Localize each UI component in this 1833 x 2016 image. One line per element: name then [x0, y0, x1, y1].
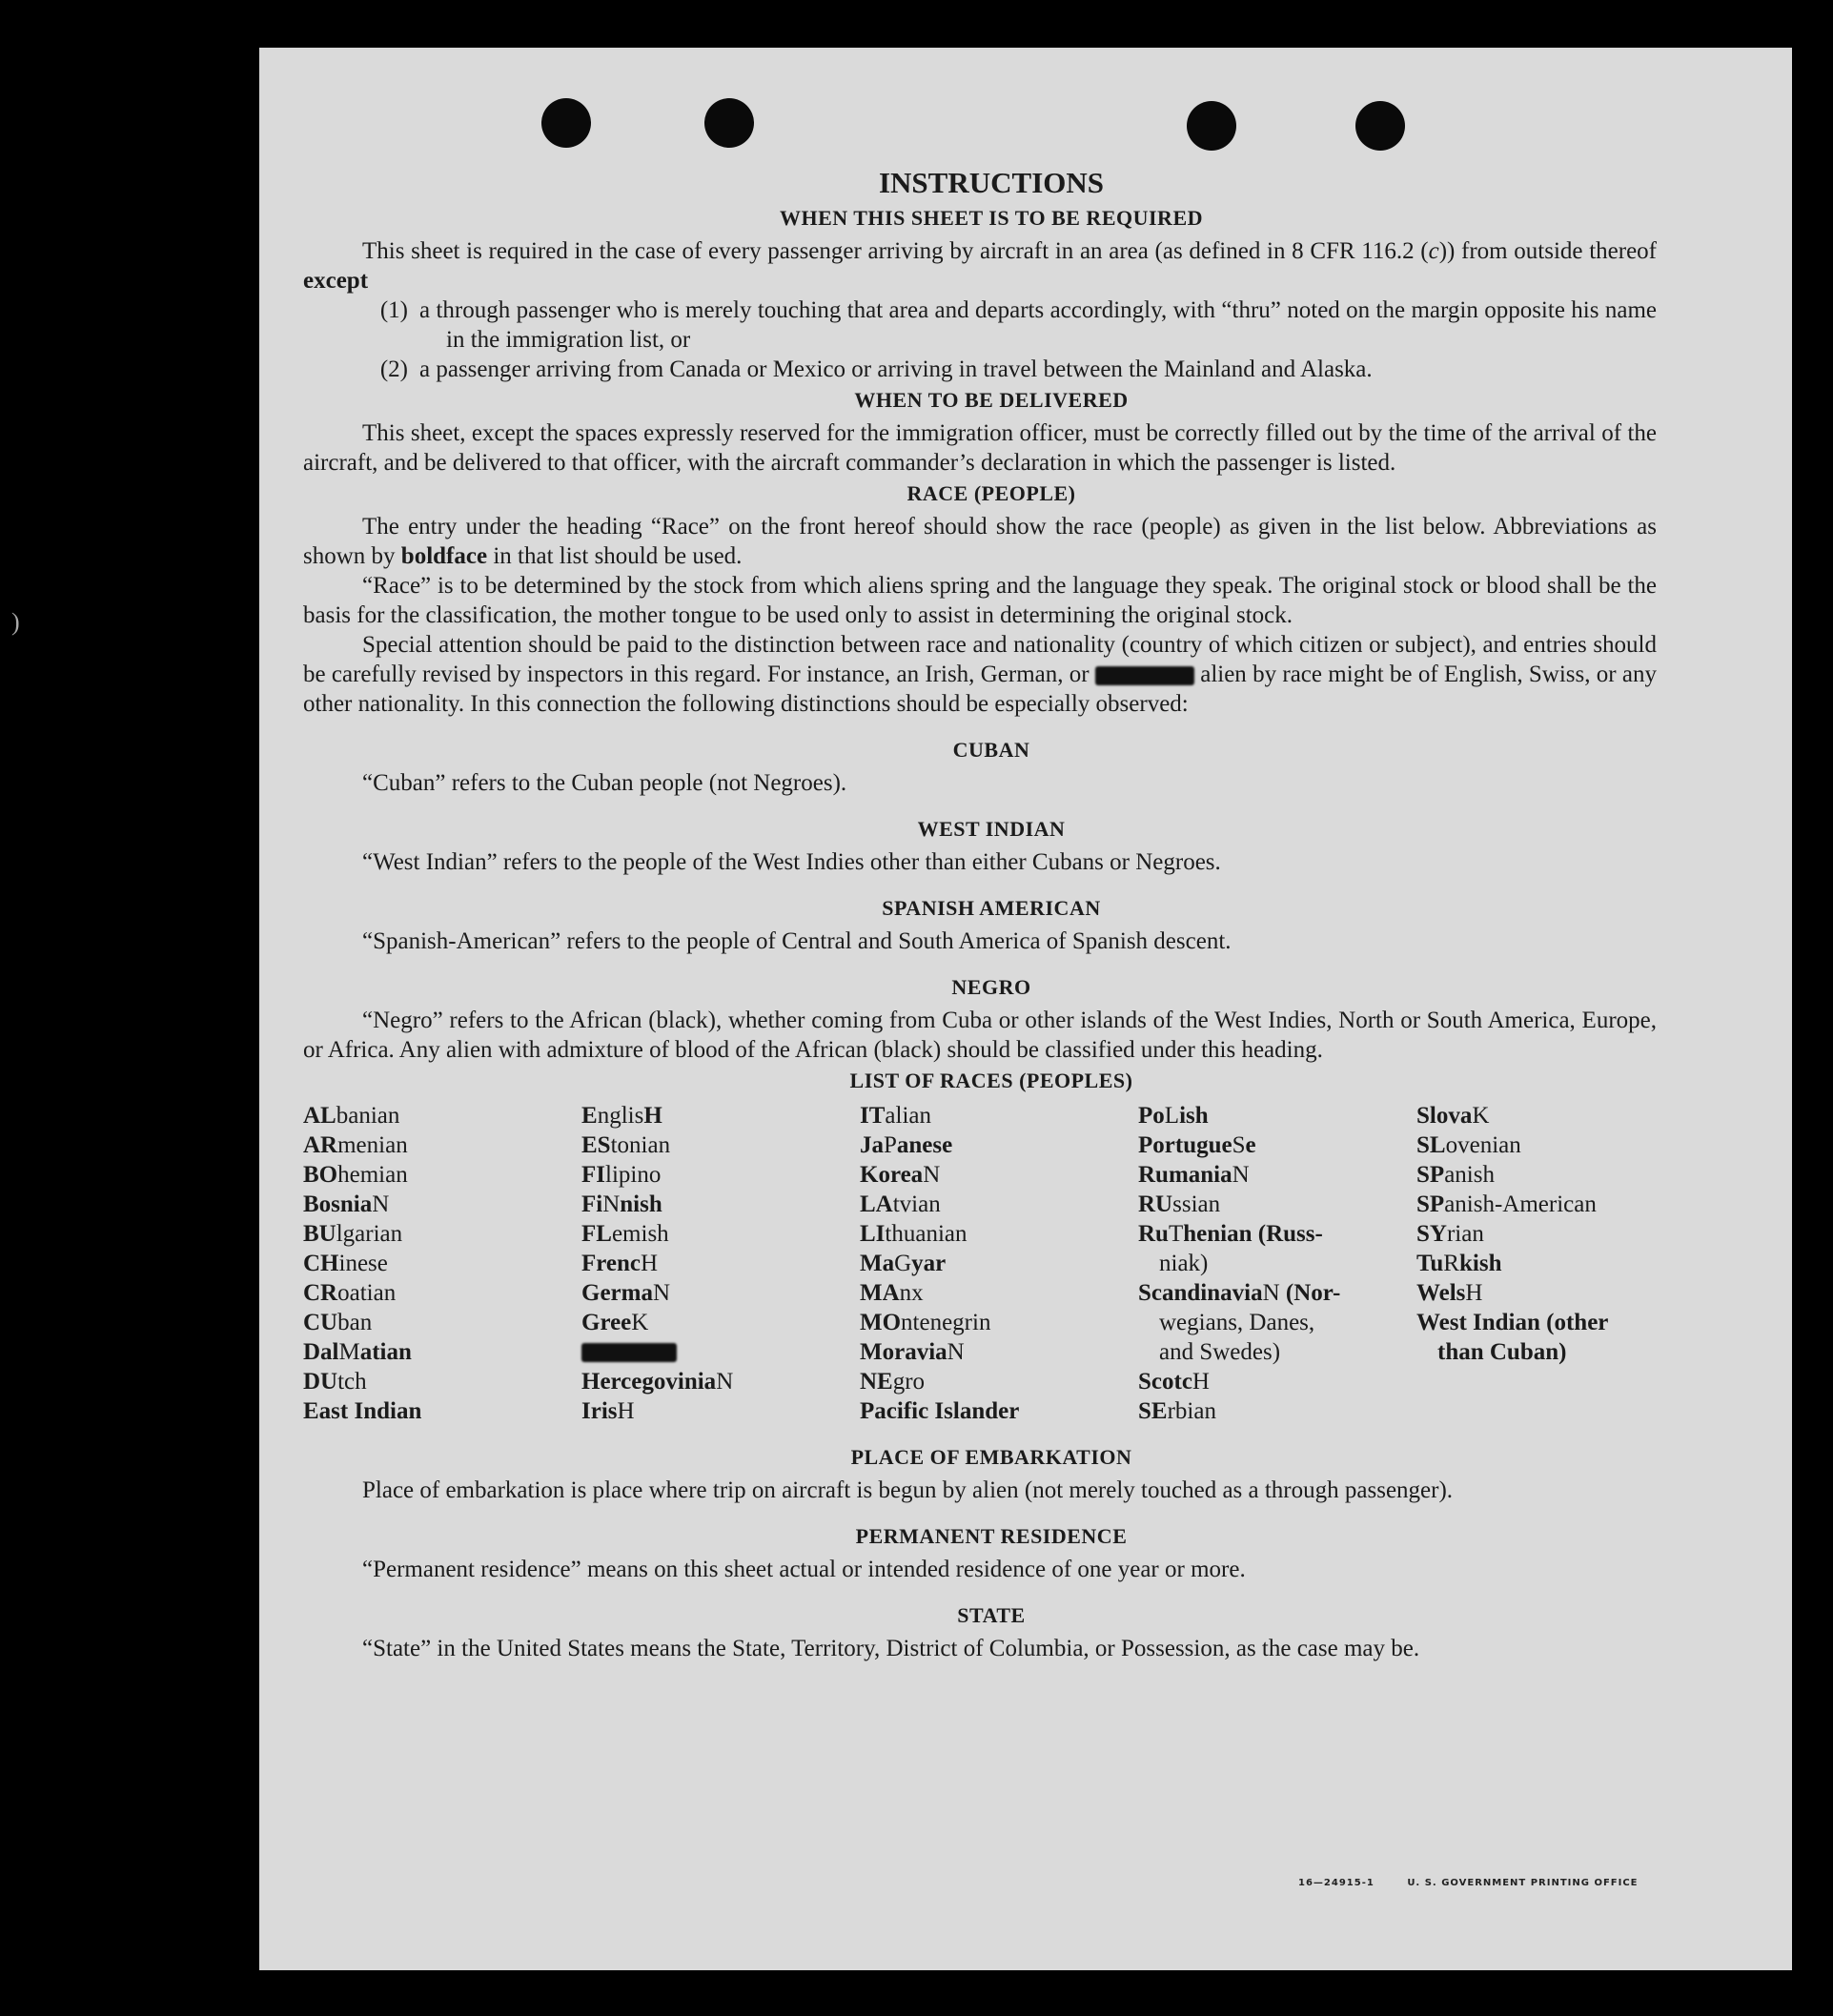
race-paragraph-1: The entry under the heading “Race” on the front hereof should show the race (people) as given in the list below. Abbreviations as shown by boldface in that list should be used.: [303, 514, 1657, 569]
race-entry: Pacific Islander: [860, 1398, 1020, 1424]
race-entry: DalMatian: [303, 1339, 412, 1365]
race-entry: East Indian: [303, 1398, 422, 1424]
race-entry: HercegoviniaN: [581, 1369, 734, 1395]
race-entry: SErbian: [1138, 1398, 1216, 1424]
required-item-2: (2) a passenger arriving from Canada or Mexico or arriving in travel between the Mainland and Alaska.: [379, 356, 1373, 382]
race-entry: BosniaN: [303, 1191, 390, 1217]
race-entry: PortugueSe: [1138, 1132, 1256, 1158]
race-entry: GermaN: [581, 1280, 671, 1306]
race-entry: FiNnish: [581, 1191, 662, 1217]
heading-delivered: WHEN TO BE DELIVERED: [854, 388, 1129, 412]
race-entry: SYrian: [1416, 1221, 1484, 1247]
heading-race: RACE (PEOPLE): [906, 481, 1076, 505]
race-entry: KoreaN: [860, 1162, 941, 1188]
race-entry: SPanish: [1416, 1162, 1495, 1188]
race-entry: EStonian: [581, 1132, 671, 1158]
redaction-mark: [1095, 666, 1194, 685]
race-entry: SlovaK: [1416, 1103, 1490, 1129]
race-paragraph-3: Special attention should be paid to the distinction between race and nationality (country of which citizen or subject), and entries should be carefully revised by inspectors in this regard. For instance, an Irish, German, or alien by race might be of English, Swiss, or any other nationality. In this connection the following distinctions should be especially observed:: [303, 632, 1657, 717]
heading-required: WHEN THIS SHEET IS TO BE REQUIRED: [779, 206, 1204, 230]
race-entry-continuation: niak): [1159, 1251, 1209, 1276]
race-entry: FIlipino: [581, 1162, 662, 1188]
race-entry: GreeK: [581, 1310, 649, 1335]
race-entry: ITalian: [860, 1103, 931, 1129]
race-entry: ARmenian: [303, 1132, 408, 1158]
race-entry: FLemish: [581, 1221, 669, 1247]
punch-hole: [541, 98, 591, 148]
race-entry: RUssian: [1138, 1191, 1221, 1217]
heading-list-of-races: LIST OF RACES (PEOPLES): [849, 1069, 1133, 1092]
race-entry: NEgro: [860, 1369, 926, 1395]
races-list: [303, 1101, 1657, 1426]
race-entry: PoLish: [1138, 1103, 1209, 1129]
race-entry-continuation: wegians, Danes,: [1159, 1310, 1315, 1335]
race-entry: JaPanese: [860, 1132, 953, 1158]
race-entry: MaGyar: [860, 1251, 947, 1276]
form-footer: [1298, 1878, 1667, 1888]
punch-hole: [1355, 101, 1405, 151]
instructions-body: [303, 164, 1657, 1663]
printer-credit: U. S. GOVERNMENT PRINTING OFFICE: [1407, 1878, 1639, 1888]
heading-state: STATE: [957, 1603, 1026, 1627]
race-entry: CUban: [303, 1310, 373, 1335]
races-column-2: [581, 1101, 860, 1426]
race-entry: EnglisH: [581, 1103, 662, 1129]
spanish-american-text: “Spanish-American” refers to the people of Central and South America of Spanish descent.: [362, 928, 1232, 954]
race-entry: SLovenian: [1416, 1132, 1521, 1158]
race-entry: BUlgarian: [303, 1221, 403, 1247]
heading-residence: PERMANENT RESIDENCE: [855, 1524, 1128, 1548]
state-text: “State” in the United States means the State, Territory, District of Columbia, or Possession, as the case may be.: [362, 1636, 1420, 1661]
required-item-1: (1) a through passenger who is merely touching that area and departs accordingly, with “thru” noted on the margin opposite his name in the immigration list, or: [379, 297, 1657, 353]
race-entry: TuRkish: [1416, 1251, 1502, 1276]
race-entry: ScandinaviaN (Nor-: [1138, 1280, 1341, 1306]
redacted-race-entry: [581, 1337, 860, 1367]
race-entry: IrisH: [581, 1398, 635, 1424]
race-entry-continuation: than Cuban): [1437, 1339, 1567, 1365]
race-entry: MAnx: [860, 1280, 924, 1306]
heading-embarkation: PLACE OF EMBARKATION: [850, 1445, 1132, 1469]
race-entry: BOhemian: [303, 1162, 408, 1188]
races-column-5: [1416, 1101, 1657, 1426]
race-entry: LAtvian: [860, 1191, 941, 1217]
race-entry: RumaniaN: [1138, 1162, 1250, 1188]
form-number: 16—24915-1: [1298, 1878, 1375, 1888]
races-column-1: [303, 1101, 581, 1426]
heading-spanish-american: SPANISH AMERICAN: [882, 896, 1101, 920]
race-entry: CHinese: [303, 1251, 388, 1276]
race-entry: LIthuanian: [860, 1221, 967, 1247]
race-paragraph-2: “Race” is to be determined by the stock from which aliens spring and the language they speak. The original stock or blood shall be the basis for the classification, the mother tongue to be used only to assist in determining the original stock.: [303, 573, 1657, 628]
punch-hole: [1187, 101, 1236, 151]
race-entry: RuThenian (Russ-: [1138, 1221, 1323, 1247]
race-entry: SPanish-American: [1416, 1191, 1597, 1217]
residence-text: “Permanent residence” means on this sheet actual or intended residence of one year or more.: [362, 1557, 1246, 1582]
cuban-text: “Cuban” refers to the Cuban people (not Negroes).: [362, 770, 847, 796]
race-entry: West Indian (other: [1416, 1310, 1609, 1335]
heading-negro: NEGRO: [951, 975, 1031, 999]
races-column-4: [1138, 1101, 1416, 1426]
heading-west-indian: WEST INDIAN: [917, 817, 1066, 841]
scan-artifact: ): [11, 608, 20, 636]
race-entry: CRoatian: [303, 1280, 397, 1306]
race-entry: WelsH: [1416, 1280, 1483, 1306]
delivered-text: This sheet, except the spaces expressly reserved for the immigration officer, must be correctly filled out by the time of the arrival of the aircraft, and be delivered to that officer, with the aircraft commander’s declaration in which the passenger is listed.: [303, 420, 1657, 476]
race-entry: MOntenegrin: [860, 1310, 991, 1335]
negro-text: “Negro” refers to the African (black), whether coming from Cuba or other islands of the West Indies, North or South America, Europe, or Africa. Any alien with admixture of blood of the African (black) should be classified under this heading.: [303, 1008, 1657, 1063]
race-entry-continuation: and Swedes): [1159, 1339, 1281, 1365]
race-entry: DUtch: [303, 1369, 367, 1395]
punch-hole: [704, 98, 754, 148]
race-entry: MoraviaN: [860, 1339, 965, 1365]
heading-cuban: CUBAN: [952, 738, 1030, 762]
required-intro: This sheet is required in the case of every passenger arriving by aircraft in an area (as defined in 8 CFR 116.2 (c)) from outside thereof except: [303, 238, 1657, 294]
west-indian-text: “West Indian” refers to the people of the West Indies other than either Cubans or Negroes.: [362, 849, 1221, 875]
race-entry: ScotcH: [1138, 1369, 1210, 1395]
race-entry: ALbanian: [303, 1103, 400, 1129]
race-entry: FrencH: [581, 1251, 659, 1276]
embarkation-text: Place of embarkation is place where trip on aircraft is begun by alien (not merely touched as a through passenger).: [362, 1477, 1454, 1503]
page-title: INSTRUCTIONS: [878, 166, 1104, 199]
races-column-3: [860, 1101, 1138, 1426]
